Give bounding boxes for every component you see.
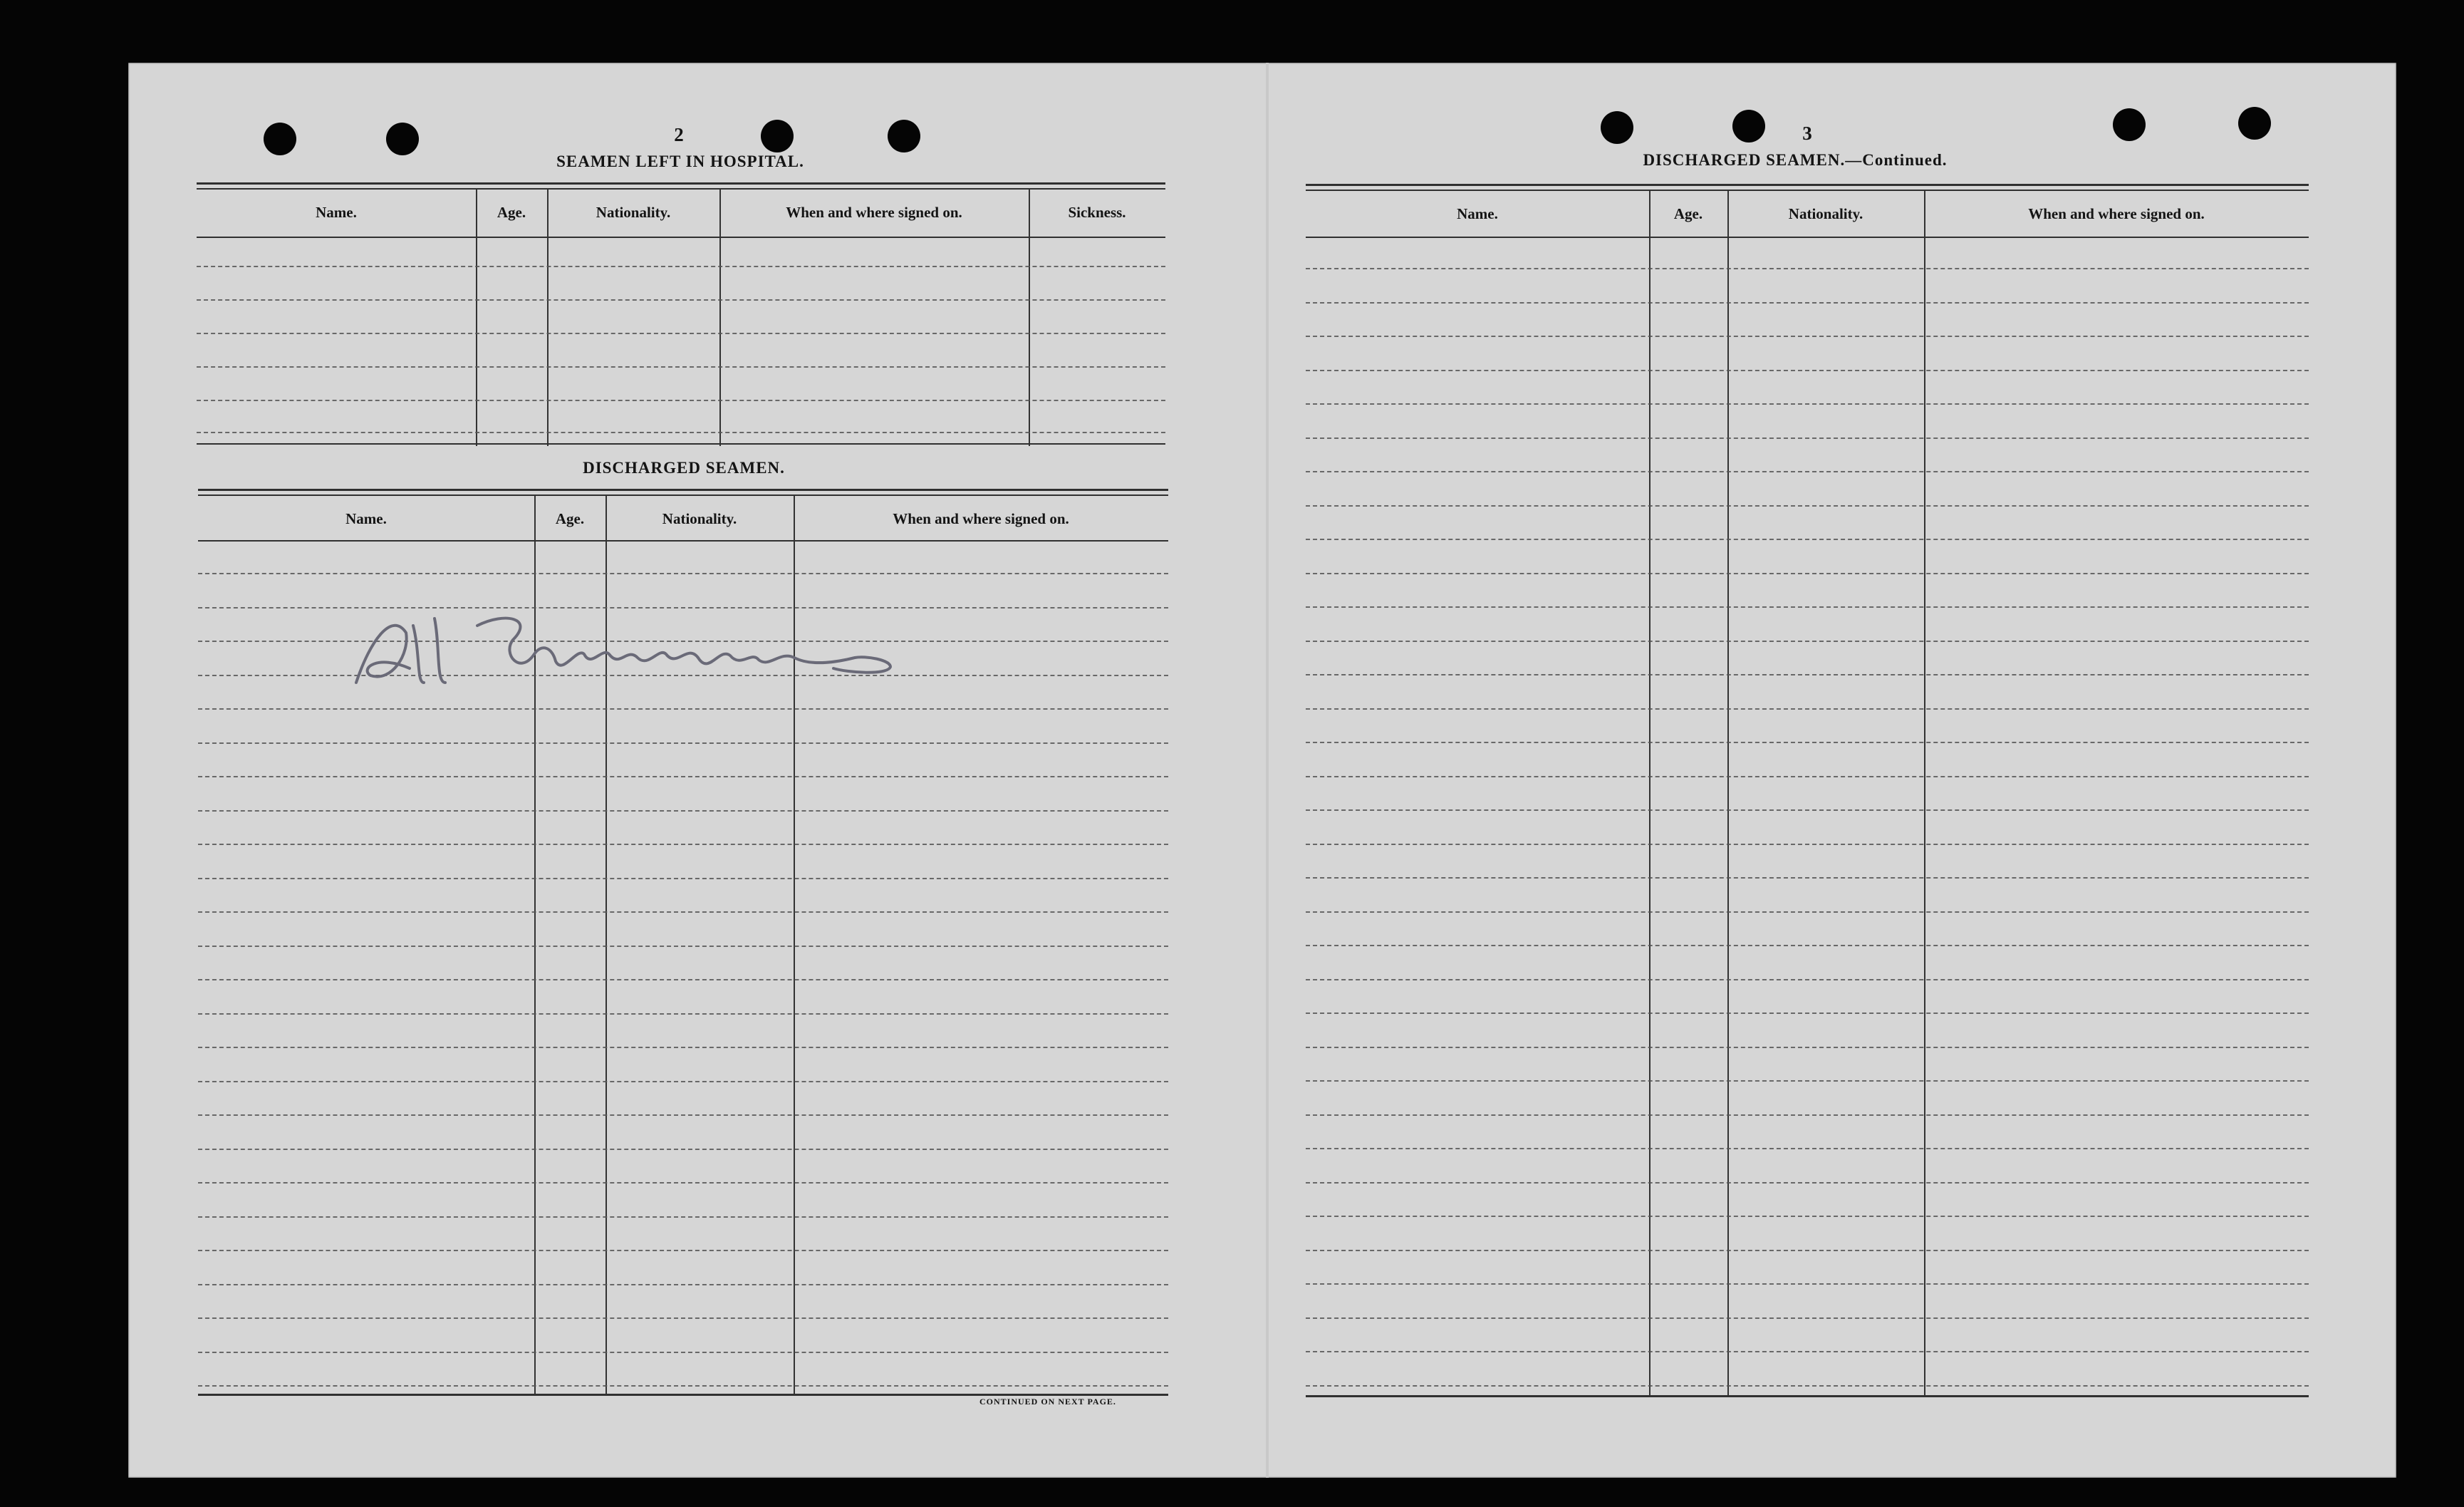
row-rule [198, 979, 1168, 980]
row-rule [1306, 1216, 2309, 1217]
punch-hole-icon [1732, 110, 1765, 143]
row-rule [1306, 268, 2309, 269]
row-rule [198, 1352, 1168, 1353]
column-header-signed-on: When and where signed on. [2028, 205, 2205, 222]
punch-hole-icon [386, 123, 419, 155]
document-sheet [128, 63, 2396, 1478]
punch-hole-icon [888, 120, 920, 152]
row-rule [1306, 1047, 2309, 1048]
row-rule [1306, 911, 2309, 913]
row-rule [198, 776, 1168, 777]
column-header-name: Name. [345, 510, 387, 527]
column-header-signed-on: When and where signed on. [786, 204, 962, 221]
row-rule [1306, 539, 2309, 540]
row-rule [198, 810, 1168, 812]
row-rule [198, 1284, 1168, 1285]
row-rule [1306, 302, 2309, 304]
row-rule [198, 742, 1168, 744]
row-rule [198, 946, 1168, 947]
column-header-age: Age. [497, 204, 526, 221]
row-rule [1306, 1182, 2309, 1184]
row-rule [1306, 809, 2309, 811]
row-rule [198, 1385, 1168, 1387]
handwritten-entry [342, 576, 1090, 718]
row-rule [198, 911, 1168, 913]
row-rule [198, 1182, 1168, 1184]
row-rule [1306, 505, 2309, 507]
punch-hole-icon [1601, 111, 1633, 144]
hospital-section-title: SEAMEN LEFT IN HOSPITAL. [556, 152, 804, 170]
row-rule [1306, 1080, 2309, 1082]
row-rule [198, 1047, 1168, 1048]
row-rule [1306, 708, 2309, 710]
column-header-nationality: Nationality. [596, 204, 671, 221]
page-number: 2 [674, 124, 684, 145]
row-rule [1306, 370, 2309, 371]
punch-hole-icon [2238, 107, 2271, 140]
column-header-nationality: Nationality. [1788, 205, 1863, 222]
row-rule [198, 1317, 1168, 1319]
discharged-section-title: DISCHARGED SEAMEN. [583, 459, 785, 477]
row-rule [1306, 776, 2309, 777]
punch-hole-icon [761, 120, 794, 152]
row-rule [1306, 1283, 2309, 1285]
row-rule [1306, 945, 2309, 946]
row-rule [198, 1114, 1168, 1116]
row-rule [1306, 1317, 2309, 1319]
row-rule [198, 1149, 1168, 1150]
row-rule [1306, 1351, 2309, 1352]
column-header-age: Age. [1673, 205, 1703, 222]
continued-footer: CONTINUED ON NEXT PAGE. [979, 1397, 1116, 1407]
row-rule [1306, 844, 2309, 845]
row-rule [1306, 979, 2309, 980]
row-rule [1306, 573, 2309, 574]
column-header-signed-on: When and where signed on. [893, 510, 1069, 527]
row-rule [198, 1216, 1168, 1218]
column-header-name: Name. [316, 204, 357, 221]
row-rule [1306, 403, 2309, 405]
row-rule [1306, 641, 2309, 642]
row-rule [1306, 606, 2309, 608]
punch-hole-icon [264, 123, 296, 155]
row-rule [1306, 742, 2309, 743]
column-header-sickness: Sickness. [1068, 204, 1126, 221]
row-rule [198, 844, 1168, 845]
row-rule [198, 573, 1168, 574]
row-rule [1306, 674, 2309, 675]
row-rule [1306, 336, 2309, 337]
row-rule [1306, 877, 2309, 879]
column-header-name: Name. [1457, 205, 1498, 222]
row-rule [198, 1013, 1168, 1015]
column-header-age: Age. [555, 510, 585, 527]
page-number: 3 [1802, 123, 1812, 144]
row-rule [1306, 1013, 2309, 1014]
page-fold [1266, 63, 1269, 1478]
row-rule [1306, 471, 2309, 472]
row-rule [198, 1081, 1168, 1082]
row-rule [1306, 437, 2309, 439]
row-rule [1306, 1148, 2309, 1149]
punch-hole-icon [2113, 108, 2146, 141]
column-header-nationality: Nationality. [662, 510, 737, 527]
row-rule [198, 878, 1168, 879]
discharged-continued-title: DISCHARGED SEAMEN.—Continued. [1643, 151, 1948, 169]
discharged-continued-table [1306, 184, 2309, 1466]
row-rule [1306, 1250, 2309, 1251]
row-rule [1306, 1114, 2309, 1116]
row-rule [198, 1250, 1168, 1251]
row-rule [1306, 1385, 2309, 1387]
